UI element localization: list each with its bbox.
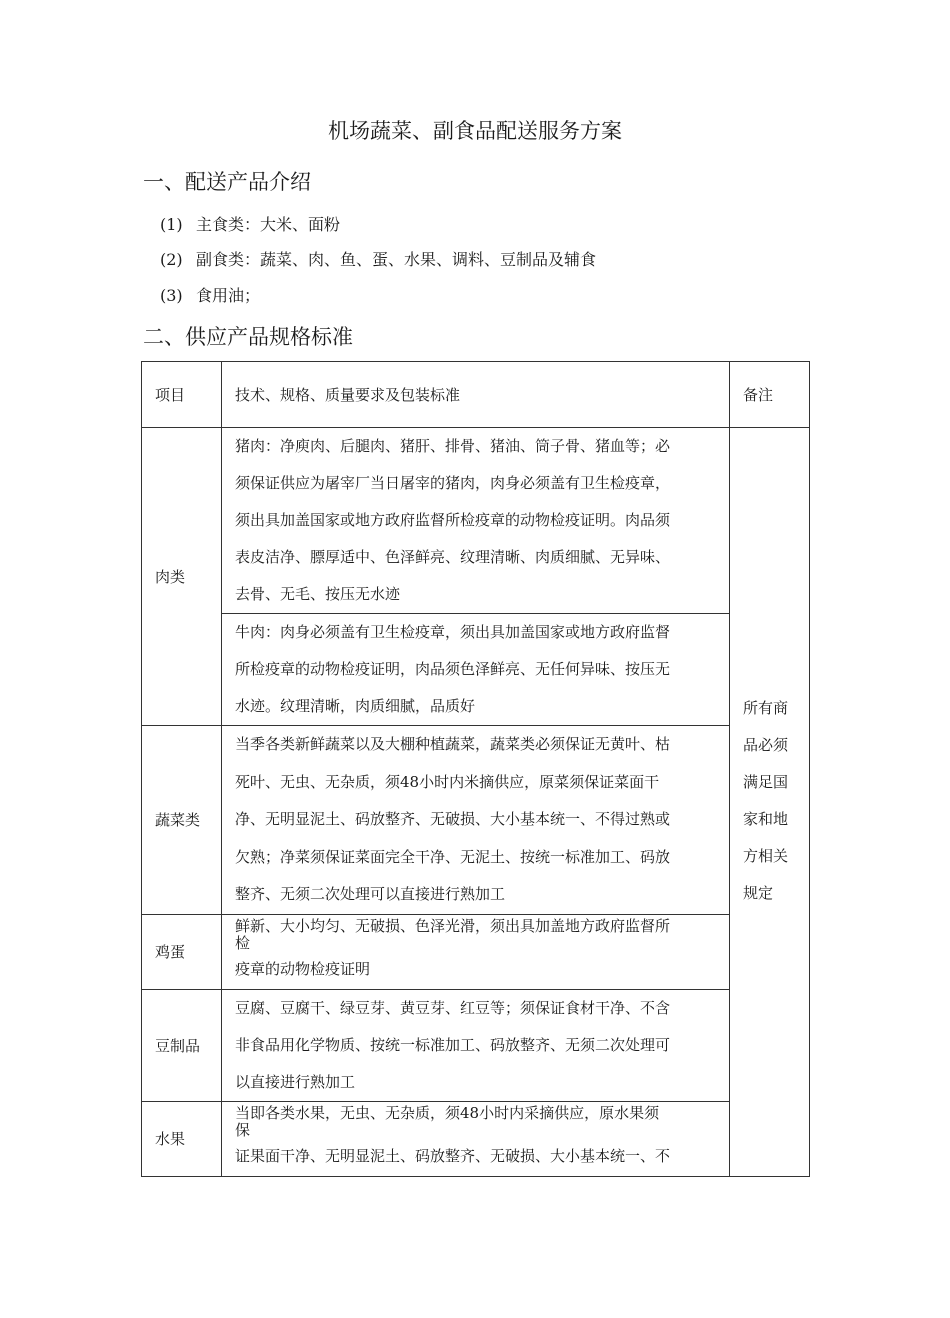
section-heading-products: 一、配送产品介绍: [143, 170, 311, 194]
list-item-number: (3): [160, 286, 183, 305]
spec-line: 净、无明显泥土、码放整齐、无破损、大小基本统一、不得过熟或: [235, 810, 671, 828]
spec-cell-fruit: [222, 1101, 730, 1176]
table-row: [142, 1101, 810, 1176]
header-cell-remark: 备注: [730, 362, 810, 428]
list-item-number: (2): [160, 250, 183, 269]
table-header-row: [142, 362, 810, 428]
list-item-text: 食用油；: [196, 286, 261, 305]
spec-line: 当季各类新鲜蔬菜以及大棚种植蔬菜，蔬菜类必须保证无黄叶、枯: [235, 735, 671, 753]
remark-line: 所有商: [743, 699, 789, 717]
spec-line: 非食品用化学物质、按统一标准加工、码放整齐、无须二次处理可: [235, 1035, 671, 1054]
spec-line: 须出具加盖国家或地方政府监督所检疫章的动物检疫证明。肉品须: [235, 511, 671, 529]
header-cell-spec: 技术、规格、质量要求及包装标准: [222, 362, 730, 428]
spec-line: 所检疫章的动物检疫证明，肉品须色泽鲜亮、无任何异味、按压无: [235, 660, 671, 678]
remark-cell: [730, 428, 810, 1177]
spec-line: 须保证供应为屠宰厂当日屠宰的猪肉，肉身必须盖有卫生检疫章，: [235, 474, 671, 492]
spec-line: 表皮洁净、膘厚适中、色泽鲜亮、纹理清晰、肉质细腻、无异味、: [235, 548, 671, 566]
spec-cell-tofu: [222, 989, 730, 1101]
spec-line: 疫章的动物检疫证明: [235, 959, 371, 978]
spec-line: 死叶、无虫、无杂质，须48小时内米摘供应，原菜须保证菜面干: [235, 772, 660, 791]
spec-line: 证果面干净、无明显泥土、码放整齐、无破损、大小基本统一、不: [235, 1146, 671, 1165]
row-category-meat: 肉类: [142, 428, 222, 726]
remark-line: 品必须: [743, 736, 789, 754]
spec-line: 去骨、无毛、按压无水迹: [235, 585, 401, 603]
spec-line: 检: [235, 933, 251, 952]
spec-line: 牛肉：肉身必须盖有卫生检疫章，须出具加盖国家或地方政府监督: [235, 623, 671, 641]
list-item: [160, 283, 260, 306]
spec-line: 欠熟；净菜须保证菜面完全干净、无泥土、按统一标准加工、码放: [235, 847, 671, 866]
spec-line: 以直接进行熟加工: [235, 1072, 356, 1091]
table-row: [142, 914, 810, 989]
spec-cell-beef: [222, 614, 730, 726]
remark-line: 家和地: [743, 810, 789, 828]
row-category-vegetables: 蔬菜类: [142, 726, 222, 915]
list-item-text: 主食类：大米、面粉: [196, 215, 341, 234]
spec-line: 当即各类水果，无虫、无杂质，须48小时内采摘供应，原水果须: [235, 1103, 660, 1122]
spec-line: 豆腐、豆腐干、绿豆芽、黄豆芽、红豆等；须保证食材干净、不含: [235, 998, 671, 1017]
row-category-eggs: 鸡蛋: [142, 914, 222, 989]
spec-cell-pork: [222, 428, 730, 614]
list-item-number: (1): [160, 215, 183, 234]
spec-line: 整齐、无须二次处理可以直接进行熟加工: [235, 885, 506, 903]
table-row: [142, 614, 810, 726]
header-cell-item: 项目: [142, 362, 222, 428]
list-item: [160, 212, 340, 235]
remark-line: 方相关: [743, 847, 789, 865]
spec-line: 水迹。纹理清晰，肉质细腻，品质好: [235, 697, 476, 715]
row-category-fruit: 水果: [142, 1101, 222, 1176]
list-item: [160, 247, 596, 270]
table-row: [142, 989, 810, 1101]
section-heading-specs: 二、供应产品规格标准: [143, 325, 353, 349]
remark-line: 规定: [743, 884, 774, 902]
spec-line: 鲜新、大小均匀、无破损、色泽光滑，须出具加盖地方政府监督所: [235, 916, 671, 935]
list-item-text: 副食类：蔬菜、肉、鱼、蛋、水果、调料、豆制品及辅食: [196, 250, 597, 269]
spec-line: 猪肉：净庾肉、后腿肉、猪肝、排骨、猪油、筒子骨、猪血等；必: [235, 437, 671, 455]
spec-table: [141, 361, 810, 1177]
row-category-tofu: 豆制品: [142, 989, 222, 1101]
spec-cell-eggs: [222, 914, 730, 989]
remark-line: 满足国: [743, 773, 789, 791]
table-row: [142, 726, 810, 915]
document-title: 机场蔬菜、副食品配送服务方案: [328, 119, 622, 143]
table-row: [142, 428, 810, 614]
spec-line: 保: [235, 1120, 251, 1139]
spec-cell-vegetables: [222, 726, 730, 915]
